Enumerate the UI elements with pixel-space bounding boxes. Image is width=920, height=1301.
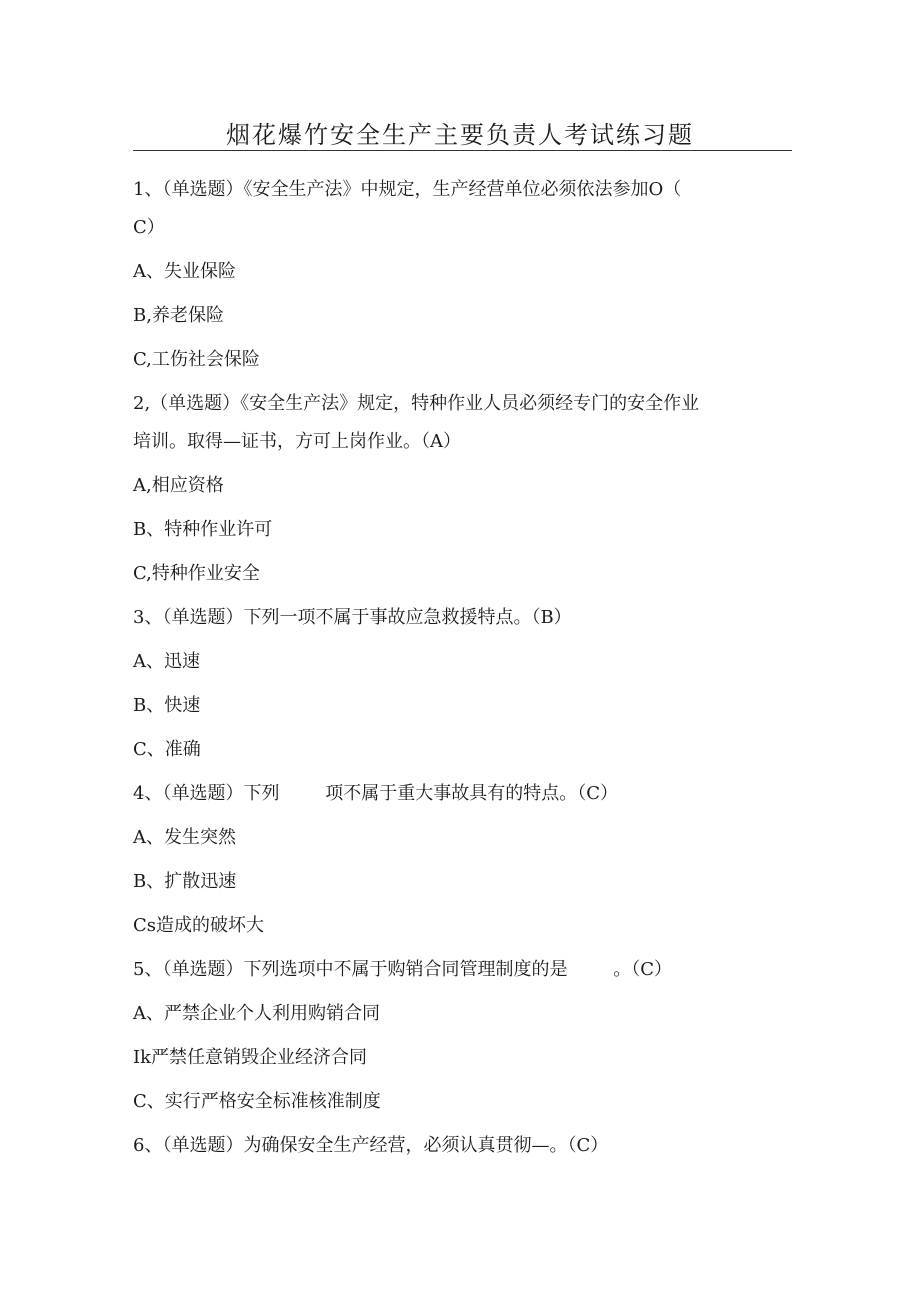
question-line: B、特种作业许可	[133, 519, 273, 540]
question-line: A、失业保险	[133, 261, 236, 282]
question-line: C,特种作业安全	[133, 563, 260, 584]
question-line: 4、（单选题）下列 项不属于重大事故具有的特点。（C）	[133, 783, 618, 804]
question-line: A,相应资格	[133, 475, 224, 496]
question-line: A、发生突然	[133, 827, 236, 848]
question-line: 2,（单选题）《安全生产法》规定，特种作业人员必须经专门的安全作业	[133, 393, 700, 414]
question-line: 培训。取得—证书，方可上岗作业。（A）	[133, 431, 461, 452]
question-line: C、准确	[133, 739, 201, 760]
question-line: A、迅速	[133, 651, 200, 672]
question-line: B、扩散迅速	[133, 871, 237, 892]
question-list	[133, 177, 793, 1159]
question-line: A、严禁企业个人利用购销合同	[133, 1003, 380, 1024]
question-line: Ik严禁任意销毁企业经济合同	[133, 1047, 368, 1068]
question-line: B,养老保险	[133, 305, 224, 326]
question-line: C、实行严格安全标准核准制度	[133, 1091, 381, 1112]
question-line: B、快速	[133, 695, 201, 716]
document-title: 烟花爆竹安全生产主要负责人考试练习题	[226, 121, 694, 149]
question-line: C）	[133, 217, 165, 238]
question-line: 5、（单选题）下列选项中不属于购销合同管理制度的是 。（C）	[133, 959, 672, 980]
question-line: Cs造成的破坏大	[133, 915, 265, 936]
title-divider	[133, 150, 792, 151]
question-line: 1、（单选题）《安全生产法》中规定，生产经营单位必须依法参加O（	[133, 179, 682, 200]
question-line: 3、（单选题）下列一项不属于事故应急救援特点。（B）	[133, 607, 572, 628]
question-line: C,工伤社会保险	[133, 349, 260, 370]
question-line: 6、（单选题）为确保安全生产经营，必须认真贯彻—。（C）	[133, 1135, 609, 1156]
